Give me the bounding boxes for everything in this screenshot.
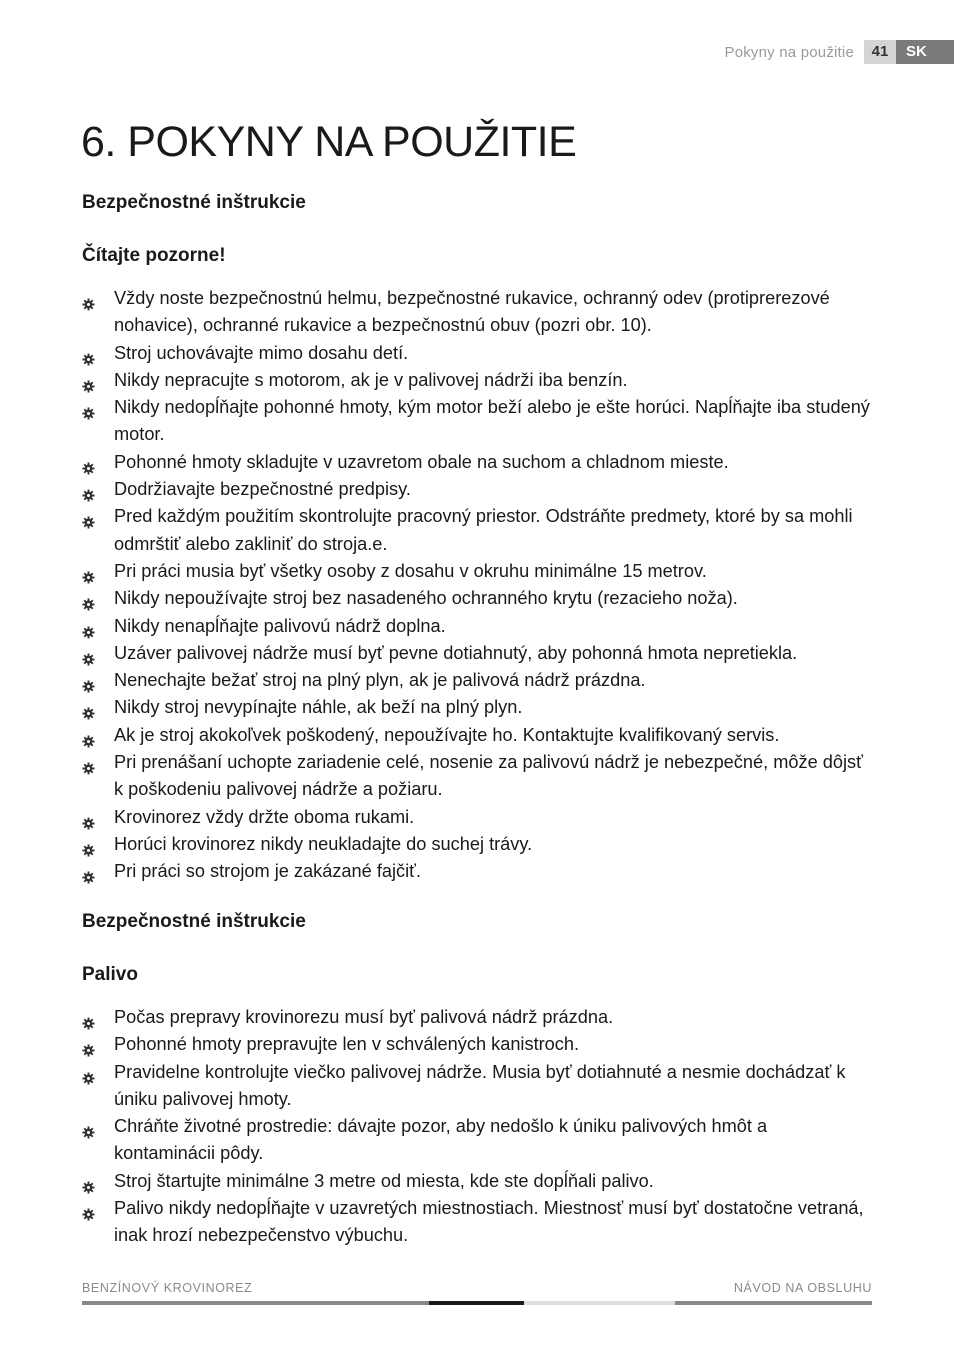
section2-subheading: Palivo: [82, 964, 138, 985]
list-item-text: Ak je stroj akokoľvek poškodený, nepoužívajte ho. Kontaktujte kvalifikovaný servis.: [114, 724, 780, 745]
list-item: [82, 340, 872, 367]
header-title: Pokyny na použitie: [724, 43, 854, 61]
gear-icon: [82, 456, 95, 469]
list-item: [82, 503, 872, 558]
list-item-text: Nikdy stroj nevypínajte náhle, ak beží na plný plyn.: [114, 697, 523, 718]
page-title: 6. POKYNY NA POUŽITIE: [81, 118, 577, 166]
gear-icon: [82, 565, 95, 578]
gear-icon: [82, 756, 95, 769]
list-item-text: Nikdy nepracujte s motorom, ak je v palivovej nádrži iba benzín.: [114, 369, 628, 390]
gear-icon: [82, 374, 95, 387]
list-item: [82, 1195, 872, 1250]
footer-manual-label: NÁVOD NA OBSLUHU: [733, 1281, 872, 1295]
list-item: [82, 858, 872, 885]
gear-icon: [82, 401, 95, 414]
gear-icon: [82, 620, 95, 633]
list-item: [82, 285, 872, 340]
section1-heading: Bezpečnostné inštrukcie: [82, 192, 306, 213]
gear-icon: [82, 729, 95, 742]
gear-icon: [82, 510, 95, 523]
list-item-text: Stroj štartujte minimálne 3 metre od miesta, kde ste dopĺňali palivo.: [114, 1170, 654, 1191]
footer-bar-segment: [429, 1301, 524, 1305]
gear-icon: [82, 674, 95, 687]
list-item: [82, 449, 872, 476]
list-item-text: Nikdy nenapĺňajte palivovú nádrž doplna.: [114, 615, 446, 636]
list-item: [82, 1113, 872, 1168]
list-item: [82, 558, 872, 585]
list-item: [82, 585, 872, 612]
gear-icon: [82, 1011, 95, 1024]
list-item: [82, 804, 872, 831]
list-item-text: Dodržiavajte bezpečnostné predpisy.: [114, 479, 411, 500]
gear-icon: [82, 592, 95, 605]
list-item-text: Pri práci musia byť všetky osoby z dosahu v okruhu minimálne 15 metrov.: [114, 560, 707, 581]
list-item: [82, 1031, 872, 1058]
list-item: [82, 749, 872, 804]
list-item: [82, 831, 872, 858]
list-item-text: Nikdy nedopĺňajte pohonné hmoty, kým motor beží alebo je ešte horúci. Napĺňajte iba studený motor.: [114, 397, 870, 445]
list-item: [82, 694, 872, 721]
gear-icon: [82, 647, 95, 660]
gear-icon: [82, 1120, 95, 1133]
gear-icon: [82, 838, 95, 851]
list-item: [82, 476, 872, 503]
list-item-text: Vždy noste bezpečnostnú helmu, bezpečnostné rukavice, ochranný odev (protiprerezové nohavice), ochranné rukavice a bezpečnostnú obuv (pozri obr. 10).: [114, 288, 830, 336]
gear-icon: [82, 347, 95, 360]
gear-icon: [82, 865, 95, 878]
list-item-text: Nenechajte bežať stroj na plný plyn, ak je palivová nádrž prázdna.: [114, 670, 646, 691]
section2-heading: Bezpečnostné inštrukcie: [82, 911, 306, 932]
gear-icon: [82, 811, 95, 824]
footer-product-name: BENZÍNOVÝ KROVINOREZ: [82, 1281, 253, 1295]
list-item-text: Uzáver palivovej nádrže musí byť pevne dotiahnutý, aby pohonná hmota nepretiekla.: [114, 642, 798, 663]
list-item: [82, 367, 872, 394]
page-number: 41: [864, 40, 896, 64]
list-item: [82, 1059, 872, 1114]
list-item-text: Pri prenášaní uchopte zariadenie celé, nosenie za palivovú nádrž je nebezpečné, môže dôjsť k poškodeniu palivovej nádrže a požiaru.: [114, 752, 863, 800]
gear-icon: [82, 292, 95, 305]
list-item-text: Horúci krovinorez nikdy neukladajte do suchej trávy.: [114, 833, 533, 854]
section1-list: [82, 285, 872, 886]
list-item: [82, 667, 872, 694]
footer-bar: [82, 1301, 872, 1305]
list-item-text: Palivo nikdy nedopĺňajte v uzavretých miestnostiach. Miestnosť musí byť dostatočne vetraná, inak hrozí nebezpečenstvo výbuchu.: [114, 1198, 864, 1246]
footer-bar-segment: [524, 1301, 675, 1305]
language-badge: SK: [896, 40, 954, 64]
list-item-text: Krovinorez vždy držte oboma rukami.: [114, 806, 415, 827]
list-item: [82, 1168, 872, 1195]
list-item-text: Počas prepravy krovinorezu musí byť palivová nádrž prázdna.: [114, 1007, 614, 1027]
page-header: [724, 40, 954, 64]
list-item: [82, 1004, 872, 1031]
gear-icon: [82, 1175, 95, 1188]
section1-subheading: Čítajte pozorne!: [82, 245, 226, 266]
list-item-text: Nikdy nepoužívajte stroj bez nasadeného ochranného krytu (rezacieho noža).: [114, 588, 738, 609]
list-item: [82, 394, 872, 449]
list-item-text: Pri práci so strojom je zakázané fajčiť.: [114, 861, 422, 882]
section2-list: [82, 1004, 872, 1250]
list-item: [82, 640, 872, 667]
gear-icon: [82, 483, 95, 496]
list-item-text: Pohonné hmoty prepravujte len v schválených kanistroch.: [114, 1034, 580, 1055]
gear-icon: [82, 1038, 95, 1051]
gear-icon: [82, 1066, 95, 1079]
list-item-text: Pred každým použitím skontrolujte pracovný priestor. Odstráňte predmety, ktoré by sa mohli odmrštiť alebo zakliniť do stroja.e.: [114, 506, 853, 554]
list-item-text: Stroj uchovávajte mimo dosahu detí.: [114, 342, 409, 363]
gear-icon: [82, 701, 95, 714]
list-item-text: Chráňte životné prostredie: dávajte pozor, aby nedošlo k úniku palivových hmôt a kontaminácii pôdy.: [114, 1116, 768, 1164]
list-item-text: Pravidelne kontrolujte viečko palivovej nádrže. Musia byť dotiahnuté a nesmie dochádzať k úniku palivovej hmoty.: [114, 1061, 846, 1109]
list-item: [82, 722, 872, 749]
footer-bar-segment: [675, 1301, 872, 1305]
list-item-text: Pohonné hmoty skladujte v uzavretom obale na suchom a chladnom mieste.: [114, 451, 729, 472]
list-item: [82, 613, 872, 640]
gear-icon: [82, 1202, 95, 1215]
footer-bar-segment: [82, 1301, 429, 1305]
